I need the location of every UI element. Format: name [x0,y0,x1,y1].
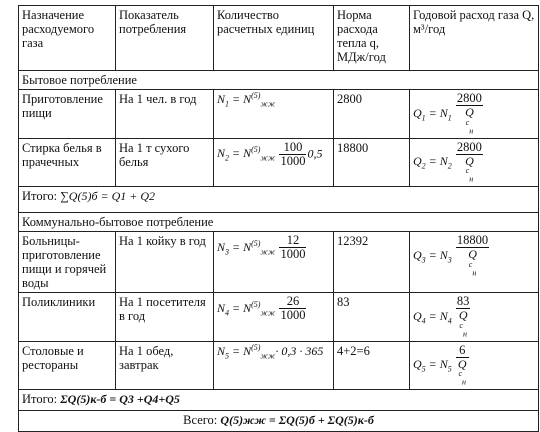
row-norm: 18800 [334,138,410,187]
row-norm: 83 [334,293,410,342]
row-units-formula: $N_2 = N^{(5)}_{жж}$ $\frac{100}{1000}$ 0,5 [214,138,334,187]
grand-total-cell [19,411,539,432]
row-indicator: На 1 чел. в год [116,90,214,139]
grand-total-label: Всего: [183,413,218,427]
units-fraction: $\frac{26}{1000}$ [280,294,306,323]
row-flow-formula: $Q_4 = N_4$ 83 Q $^с_н$ [410,293,539,342]
header-annual-flow: Годовой расход газа Q, м³/год [410,6,539,71]
row-purpose: Стирка белья в прачечных [19,138,116,187]
row-units-formula: $N_4 = N^{(5)}_{жж}$ $\frac{26}{1000}$ [214,293,334,342]
row-purpose: Больницы- приготовление пищи и горячей воды [19,232,116,293]
row-purpose: Приготовление пищи [19,90,116,139]
communal-total-row [19,390,539,411]
table-row [19,341,539,390]
header-norm: Норма расхода тепла q, МДж/год [334,6,410,71]
row-units-formula: $N_1 = N^{(5)}_{жж}$ [214,90,334,139]
table-row [19,138,539,187]
units-fraction: $\frac{100}{1000}$ [280,139,306,168]
row-purpose: Поликлиники [19,293,116,342]
row-norm: 2800 [334,90,410,139]
gas-consumption-table [18,5,539,432]
row-units-formula: $N_3 = N^{(5)}_{жж}$ $\frac{12}{1000}$ [214,232,334,293]
flow-fraction: 6 Q $^с_н$ [457,342,467,387]
section-household-label: Бытовое потребление [19,71,539,90]
grand-total-row [19,411,539,432]
row-flow-formula: $Q_1 = N_1$ 2800 Q $^с_н$ [410,90,539,139]
row-units-formula: $N_5 = N^{(5)}_{жж}\cdot 0,3 \cdot 365$ [214,341,334,390]
table-row [19,293,539,342]
row-purpose: Столовые и рестораны [19,341,116,390]
row-indicator: На 1 посетителя в год [116,293,214,342]
row-indicator: На 1 обед, завтрак [116,341,214,390]
units-fraction: $\frac{12}{1000}$ [280,233,306,262]
table-row [19,232,539,293]
header-indicator: Показатель потребления [116,6,214,71]
grand-total-formula: Q(5)жж = ΣQ(5)б + ΣQ(5)к-б [220,413,374,427]
communal-total-label: Итого: [22,392,58,406]
row-flow-formula: $Q_3 = N_3$ 18800 Q $^с_н$ [410,232,539,293]
flow-fraction: 2800 Q $^с_н$ [456,91,482,136]
gas-consumption-table-page [18,5,539,432]
flow-fraction: 2800 Q $^с_н$ [456,139,482,184]
table-row [19,90,539,139]
section-row-communal [19,213,539,232]
communal-total-cell [19,390,539,411]
table-header-row [19,6,539,71]
row-norm: 12392 [334,232,410,293]
flow-fraction: 18800 Q $^с_н$ [456,233,489,278]
household-total-row [19,187,539,213]
flow-fraction: 83 Q $^с_н$ [456,294,470,339]
row-indicator: На 1 койку в год [116,232,214,293]
section-row-household [19,71,539,90]
row-flow-formula: $Q_5 = N_5$ 6 Q $^с_н$ [410,341,539,390]
household-total-formula: ∑Q(5)б = Q1 + Q2 [60,189,156,203]
row-norm: 4+2=6 [334,341,410,390]
communal-total-formula: ΣQ(5)к-б = Q3 +Q4+Q5 [60,392,180,406]
row-flow-formula: $Q_2 = N_2$ 2800 Q $^с_н$ [410,138,539,187]
header-units: Количество расчетных единиц [214,6,334,71]
household-total-cell [19,187,539,213]
row-indicator: На 1 т сухого белья [116,138,214,187]
household-total-label: Итого: [22,189,58,203]
section-communal-label: Коммунально-бытовое потребление [19,213,539,232]
header-purpose: Назначение расходуемого газа [19,6,116,71]
